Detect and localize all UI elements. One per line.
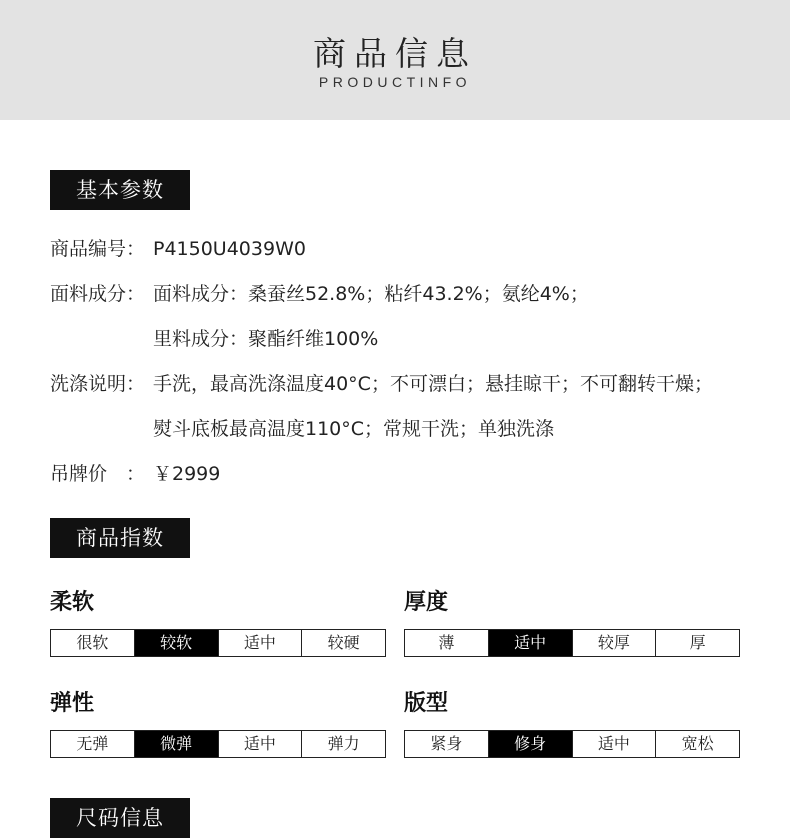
scale-option: 较硬 [301, 630, 385, 656]
param-label: 面料成分： [50, 283, 146, 305]
param-value: 面料成分：桑蚕丝52.8%；粘纤43.2%；氨纶4%； [153, 283, 589, 305]
scale-option: 弹力 [301, 731, 385, 757]
page-subtitle: PRODUCTINFO [318, 74, 472, 90]
scale-option: 宽松 [655, 731, 739, 757]
scale-softness [50, 629, 386, 657]
scale-option: 适中 [218, 630, 302, 656]
section-tag-index: 商品指数 [50, 518, 190, 558]
scale-option: 很软 [76, 633, 109, 652]
param-label: 商品编号： [50, 238, 146, 260]
param-value: 熨斗底板最高温度110°C；常规干洗；单独洗涤 [153, 418, 555, 440]
section-tag-basic: 基本参数 [50, 170, 190, 210]
scale-fit [404, 730, 740, 758]
page-title: 商品信息 [313, 34, 477, 73]
scale-elasticity [50, 730, 386, 758]
param-label: 洗涤说明： [50, 373, 146, 395]
scale-thickness [404, 629, 740, 657]
scale-option: 无弹 [76, 734, 109, 753]
index-title-fit: 版型 [404, 691, 449, 716]
scale-option: 薄 [438, 633, 455, 652]
param-label: 吊牌价 ： [50, 463, 146, 485]
scale-option: 微弹 [134, 731, 218, 757]
param-value: 手洗，最高洗涤温度40°C；不可漂白；悬挂晾干；不可翻转干燥； [153, 373, 713, 395]
index-title-thickness: 厚度 [404, 590, 449, 615]
param-value: 里料成分：聚酯纤维100% [153, 328, 379, 350]
scale-option: 修身 [488, 731, 572, 757]
scale-option: 紧身 [430, 734, 463, 753]
scale-option: 厚 [655, 630, 739, 656]
index-title-elasticity: 弹性 [50, 691, 95, 716]
index-title-softness: 柔软 [50, 590, 95, 615]
scale-option: 较软 [134, 630, 218, 656]
scale-option: 适中 [218, 731, 302, 757]
price-value: ￥2999 [153, 463, 221, 485]
scale-option: 适中 [572, 731, 656, 757]
scale-option: 较厚 [572, 630, 656, 656]
scale-option: 适中 [488, 630, 572, 656]
section-tag-size: 尺码信息 [50, 798, 190, 838]
param-value: P4150U4039W0 [153, 238, 306, 260]
